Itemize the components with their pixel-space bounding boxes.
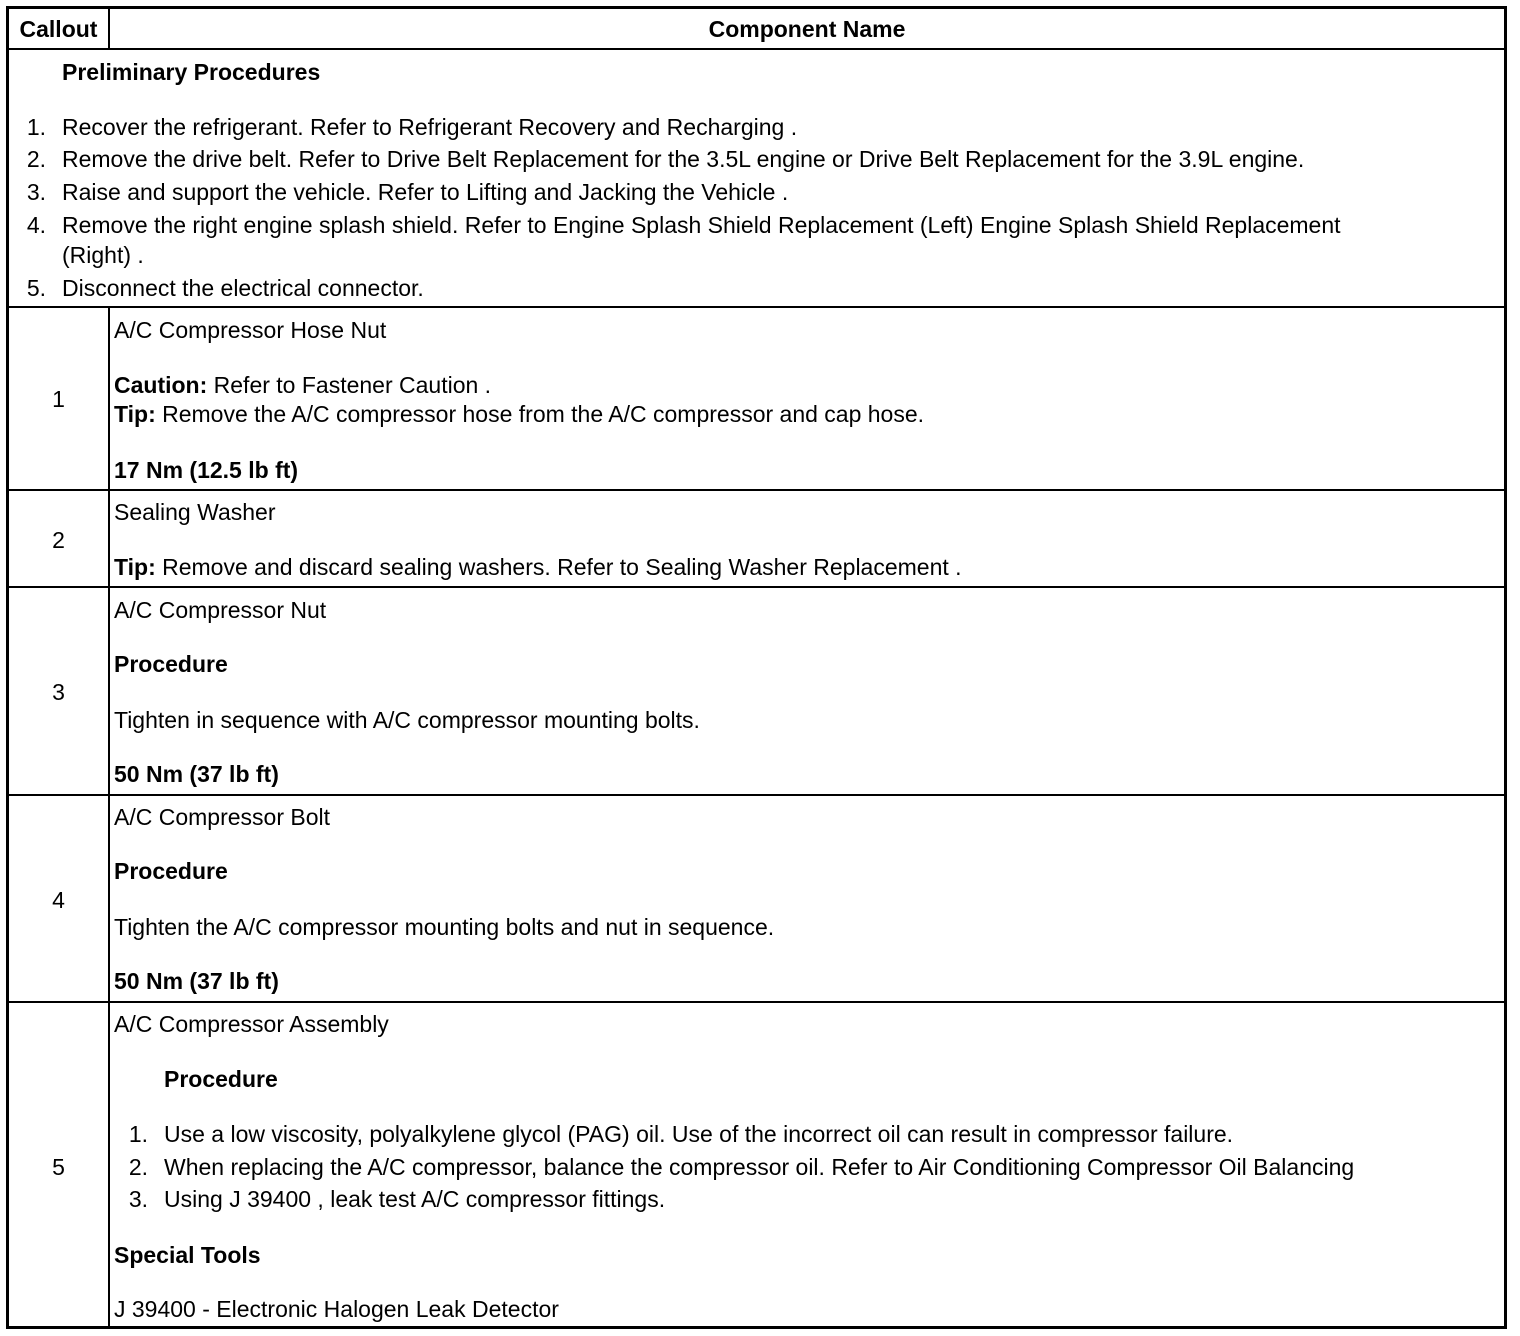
caution-text: Refer to Fastener Caution . [207, 372, 492, 398]
procedure-heading: Procedure [114, 651, 228, 677]
list-item: Remove the right engine splash shield. Refer to Engine Splash Shield Replacement (Left) Engine Splash Shield Replacement [62, 212, 1341, 238]
callout-number: 1 [52, 386, 65, 412]
step-number: 5. [26, 275, 46, 301]
component-name: A/C Compressor Nut [114, 597, 327, 623]
step-number: 3. [128, 1186, 148, 1212]
special-tools-text: J 39400 - Electronic Halogen Leak Detector [114, 1296, 559, 1322]
preliminary-title: Preliminary Procedures [62, 59, 321, 85]
step-number: 3. [26, 179, 46, 205]
list-item: Recover the refrigerant. Refer to Refrigerant Recovery and Recharging . [62, 114, 798, 140]
list-item: Disconnect the electrical connector. [62, 275, 424, 301]
header-callout: Callout [19, 16, 98, 42]
row-divider [9, 794, 1504, 796]
tip-text: Remove and discard sealing washers. Refer to Sealing Washer Replacement . [155, 554, 962, 580]
list-item-continuation: (Right) . [62, 242, 144, 268]
column-divider [108, 306, 110, 1326]
procedure-heading: Procedure [114, 858, 228, 884]
row-divider [9, 586, 1504, 588]
row-divider [9, 306, 1504, 308]
callout-number: 4 [52, 887, 65, 913]
tip-text: Remove the A/C compressor hose from the A/C compressor and cap hose. [155, 401, 925, 427]
component-name: A/C Compressor Assembly [114, 1011, 389, 1037]
list-item: When replacing the A/C compressor, balance the compressor oil. Refer to Air Conditioning Compressor Oil Balancing [164, 1154, 1355, 1180]
caution-label: Caution: [114, 372, 208, 398]
component-name: A/C Compressor Bolt [114, 804, 331, 830]
torque-spec: 50 Nm (37 lb ft) [114, 761, 279, 787]
procedure-table [6, 6, 1507, 1329]
header-component-name: Component Name [708, 16, 906, 42]
step-number: 1. [26, 114, 46, 140]
list-item: Remove the drive belt. Refer to Drive Belt Replacement for the 3.5L engine or Drive Belt Replacement for the 3.9L engine. [62, 146, 1305, 172]
tip-label: Tip: [114, 554, 156, 580]
callout-number: 3 [52, 679, 65, 705]
special-tools-heading: Special Tools [114, 1242, 261, 1268]
callout-number: 2 [52, 527, 65, 553]
tip-line [114, 553, 962, 581]
step-number: 1. [128, 1121, 148, 1147]
procedure-heading: Procedure [164, 1066, 278, 1092]
list-item: Using J 39400 , leak test A/C compressor fittings. [164, 1186, 666, 1212]
component-name: A/C Compressor Hose Nut [114, 317, 387, 343]
row-divider [9, 489, 1504, 491]
step-number: 4. [26, 212, 46, 238]
step-number: 2. [128, 1154, 148, 1180]
tip-line [114, 400, 924, 428]
step-number: 2. [26, 146, 46, 172]
list-item: Raise and support the vehicle. Refer to Lifting and Jacking the Vehicle . [62, 179, 789, 205]
row-divider [9, 1001, 1504, 1003]
callout-number: 5 [52, 1154, 65, 1180]
procedure-text: Tighten in sequence with A/C compressor mounting bolts. [114, 707, 700, 733]
header-divider [9, 48, 1504, 50]
caution-line [114, 371, 491, 399]
procedure-text: Tighten the A/C compressor mounting bolts and nut in sequence. [114, 914, 775, 940]
list-item: Use a low viscosity, polyalkylene glycol (PAG) oil. Use of the incorrect oil can result in compressor failure. [164, 1121, 1234, 1147]
torque-spec: 17 Nm (12.5 lb ft) [114, 457, 299, 483]
component-name: Sealing Washer [114, 499, 276, 525]
torque-spec: 50 Nm (37 lb ft) [114, 968, 279, 994]
tip-label: Tip: [114, 401, 156, 427]
